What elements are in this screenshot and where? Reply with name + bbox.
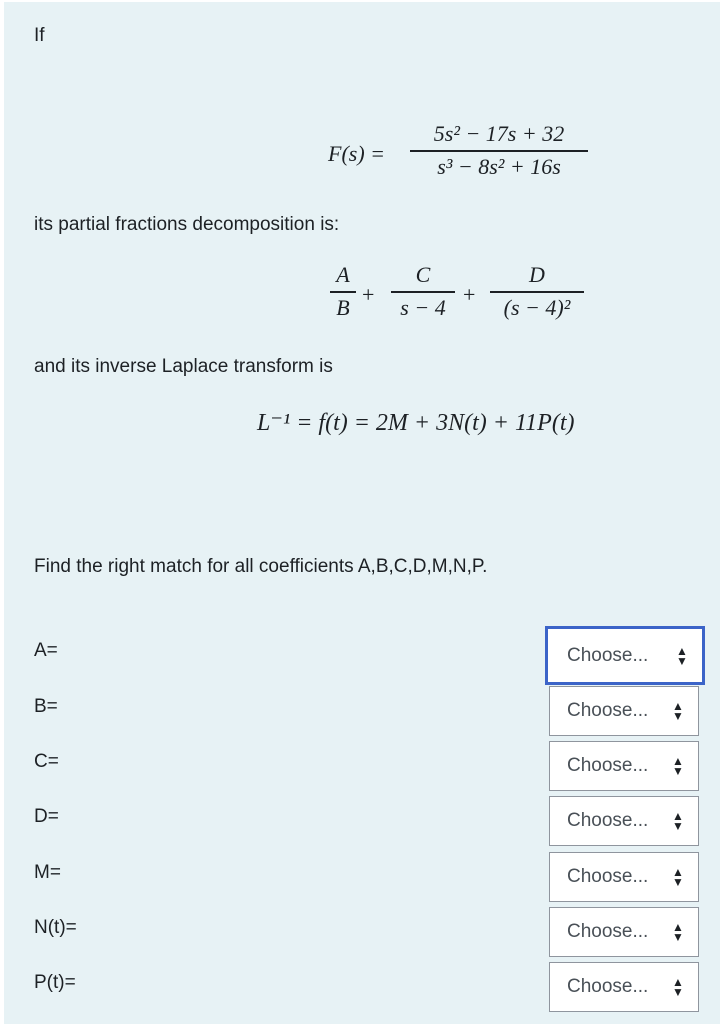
match-select-m[interactable] <box>549 852 699 902</box>
inverse-laplace-equation: L⁻¹ = f(t) = 2M + 3N(t) + 11P(t) <box>257 410 575 436</box>
up-down-caret-icon: ▲ ▼ <box>676 643 688 668</box>
instruction-text: Find the right match for all coefficients A,B,C,D,M,N,P. <box>34 556 488 577</box>
match-label-d: D= <box>34 806 59 827</box>
select-value: Choose... <box>567 976 649 997</box>
match-select-c[interactable] <box>549 741 699 791</box>
match-label-m: M= <box>34 862 61 883</box>
pf-term3-numerator: D <box>529 262 545 287</box>
pf-term1 <box>330 262 356 321</box>
fs-lhs: F(s) = <box>328 141 385 166</box>
fs-fraction-bar <box>410 150 588 152</box>
up-down-caret-icon: ▲ ▼ <box>672 975 684 999</box>
fs-numerator: 5s² − 17s + 32 <box>433 121 565 146</box>
select-value: Choose... <box>567 700 649 721</box>
select-value: Choose... <box>567 866 649 887</box>
fs-denominator: s³ − 8s² + 16s <box>437 153 561 179</box>
match-select-b[interactable] <box>549 686 699 736</box>
match-label-a: A= <box>34 640 58 661</box>
pf-term2-numerator: C <box>415 262 431 287</box>
pf-plus-2: + <box>463 282 476 307</box>
up-down-caret-icon: ▲ ▼ <box>672 809 684 833</box>
up-down-caret-icon: ▲ ▼ <box>672 754 684 778</box>
fs-fraction <box>410 121 588 180</box>
pf-term2-denominator: s − 4 <box>400 294 446 320</box>
select-value: Choose... <box>567 810 649 831</box>
pf-term3 <box>490 262 584 321</box>
up-down-caret-icon: ▲ ▼ <box>672 865 684 889</box>
match-label-b: B= <box>34 696 58 717</box>
pf-term1-bar <box>330 291 356 293</box>
pf-term1-denominator: B <box>336 294 350 320</box>
select-value: Choose... <box>567 921 649 942</box>
pf-term2 <box>391 262 455 321</box>
up-down-caret-icon: ▲ ▼ <box>672 920 684 944</box>
match-select-n[interactable] <box>549 907 699 957</box>
pf-term3-bar <box>490 291 584 293</box>
up-down-caret-icon: ▲ ▼ <box>672 699 684 723</box>
match-label-n: N(t)= <box>34 917 77 938</box>
select-value: Choose... <box>567 755 649 776</box>
match-label-p: P(t)= <box>34 972 76 993</box>
laplace-text: and its inverse Laplace transform is <box>34 356 333 377</box>
select-value: Choose... <box>567 644 649 666</box>
pf-term1-numerator: A <box>336 262 350 287</box>
match-label-c: C= <box>34 751 59 772</box>
pf-term3-denominator: (s − 4)² <box>503 294 571 320</box>
pf-term2-bar <box>391 291 455 293</box>
match-select-p[interactable] <box>549 962 699 1012</box>
match-select-d[interactable] <box>549 796 699 846</box>
pf-plus-1: + <box>362 282 375 307</box>
match-select-a[interactable] <box>545 626 705 685</box>
intro-text: If <box>34 25 45 46</box>
decomposition-text: its partial fractions decomposition is: <box>34 214 340 235</box>
